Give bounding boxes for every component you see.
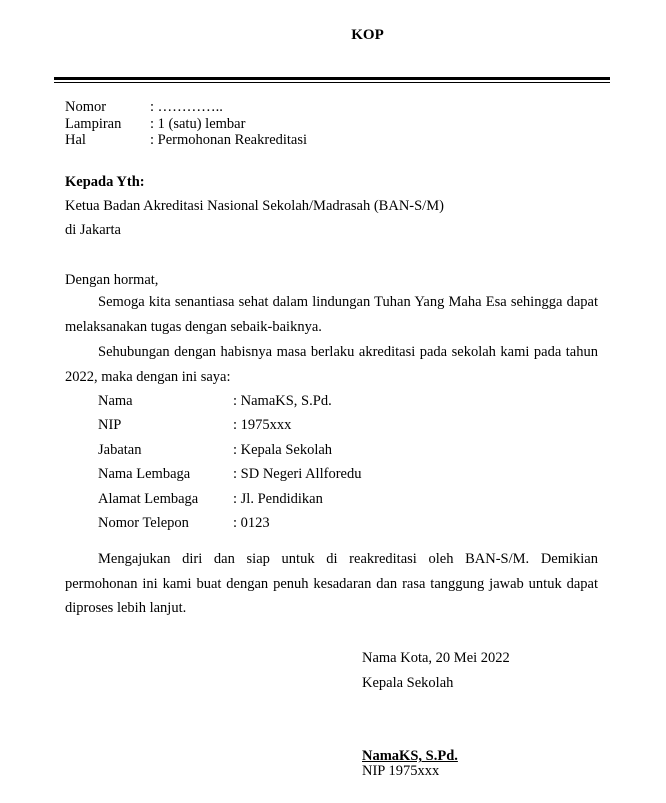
identity-label: Jabatan: [98, 442, 142, 458]
letterhead-rule-thin: [54, 82, 610, 83]
identity-value: : 1975xxx: [233, 417, 292, 433]
recipient-name: Ketua Badan Akreditasi Nasional Sekolah/Madrasah (BAN-S/M): [65, 198, 444, 214]
signature-name: NamaKS, S.Pd.: [362, 748, 458, 764]
identity-label: Nama: [98, 393, 133, 409]
identity-label: Nama Lembaga: [98, 466, 191, 482]
identity-label: NIP: [98, 417, 122, 433]
paragraph-3-text: Mengajukan diri dan siap untuk di reakreditasi oleh BAN-S/M. Demikian permohonan ini kami buat dengan penuh kesadaran dan rasa tanggung jawab untuk dapat diproses lebih lanjut.: [65, 551, 598, 616]
paragraph-1: [65, 290, 598, 339]
signature-nip: NIP 1975xxx: [362, 763, 440, 779]
greeting: Dengan hormat,: [65, 272, 159, 288]
recipient-salutation: Kepada Yth:: [65, 174, 145, 190]
meta-value: : Permohonan Reakreditasi: [150, 132, 308, 148]
meta-value: : 1 (satu) lembar: [150, 116, 246, 132]
identity-value: : 0123: [233, 515, 270, 531]
identity-label: Nomor Telepon: [98, 515, 189, 531]
paragraph-2: [65, 340, 598, 389]
paragraph-2-text: Sehubungan dengan habisnya masa berlaku akreditasi pada sekolah kami pada tahun 2022, maka dengan ini saya:: [65, 344, 598, 385]
identity-value: : Jl. Pendidikan: [233, 491, 323, 507]
identity-value: : Kepala Sekolah: [233, 442, 333, 458]
letterhead-title: KOP: [351, 27, 384, 43]
identity-label: Alamat Lembaga: [98, 491, 199, 507]
signature-position: Kepala Sekolah: [362, 675, 454, 691]
paragraph-1-text: Semoga kita senantiasa sehat dalam lindungan Tuhan Yang Maha Esa sehingga dapat melaksanakan tugas dengan sebaik-baiknya.: [65, 294, 598, 335]
identity-value: : SD Negeri Allforedu: [233, 466, 362, 482]
meta-label: Hal: [65, 132, 86, 148]
meta-label: Nomor: [65, 99, 107, 115]
signature-place-date: Nama Kota, 20 Mei 2022: [362, 650, 510, 666]
letterhead-rule-thick: [54, 77, 610, 80]
recipient-place: di Jakarta: [65, 222, 121, 238]
meta-value: : …………..: [150, 99, 223, 115]
identity-value: : NamaKS, S.Pd.: [233, 393, 332, 409]
paragraph-3: [65, 547, 598, 621]
meta-label: Lampiran: [65, 116, 122, 132]
